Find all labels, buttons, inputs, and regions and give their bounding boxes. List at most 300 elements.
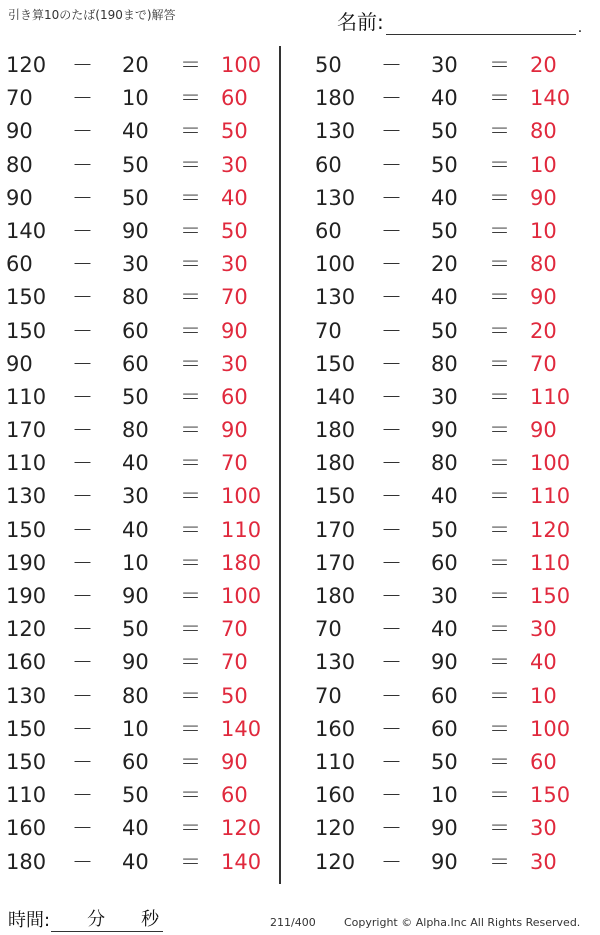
minuend: 140 xyxy=(6,218,47,243)
minuend: 100 xyxy=(315,252,356,277)
minuend: 60 xyxy=(6,252,33,277)
subtrahend: 50 xyxy=(431,318,458,343)
name-dot: . xyxy=(577,20,583,36)
left-problem-column xyxy=(6,49,276,879)
problem-row xyxy=(315,182,585,215)
answer: 70 xyxy=(221,650,248,675)
minus-sign: － xyxy=(381,119,402,144)
minuend: 170 xyxy=(315,517,356,542)
subtrahend: 80 xyxy=(122,418,149,443)
equals-sign: ＝ xyxy=(180,185,201,210)
minuend: 180 xyxy=(315,451,356,476)
subtrahend: 40 xyxy=(431,185,458,210)
minuend: 130 xyxy=(315,650,356,675)
minus-sign: － xyxy=(381,816,402,841)
subtrahend: 50 xyxy=(431,119,458,144)
subtrahend: 40 xyxy=(122,119,149,144)
minuend: 120 xyxy=(315,816,356,841)
answer: 110 xyxy=(530,550,571,575)
equals-sign: ＝ xyxy=(489,584,510,608)
problem-row xyxy=(6,248,276,281)
answer: 90 xyxy=(221,318,248,343)
equals-sign: ＝ xyxy=(489,53,510,77)
answer: 30 xyxy=(530,849,557,874)
minus-sign: － xyxy=(72,53,93,77)
minus-sign: － xyxy=(72,617,93,642)
minus-sign: － xyxy=(72,683,93,708)
subtrahend: 50 xyxy=(431,152,458,177)
minuend: 70 xyxy=(315,617,342,642)
minuend: 160 xyxy=(315,716,356,741)
subtrahend: 10 xyxy=(122,550,149,575)
subtrahend: 50 xyxy=(431,218,458,243)
minuend: 180 xyxy=(315,418,356,443)
copyright-notice: Copyright © Alpha.Inc All Rights Reserved. xyxy=(344,916,581,929)
answer: 150 xyxy=(530,584,571,608)
problem-row xyxy=(6,447,276,480)
subtrahend: 40 xyxy=(122,451,149,476)
equals-sign: ＝ xyxy=(489,749,510,774)
problem-row xyxy=(6,613,276,646)
answer: 90 xyxy=(530,185,557,210)
problem-row xyxy=(6,580,276,613)
equals-sign: ＝ xyxy=(180,384,201,409)
subtrahend: 60 xyxy=(122,749,149,774)
minuend: 90 xyxy=(6,351,33,376)
equals-sign: ＝ xyxy=(180,86,201,111)
answer: 100 xyxy=(221,584,262,608)
subtrahend: 40 xyxy=(122,517,149,542)
subtrahend: 90 xyxy=(122,650,149,675)
answer: 50 xyxy=(221,218,248,243)
minuend: 70 xyxy=(315,683,342,708)
minuend: 160 xyxy=(6,650,47,675)
minus-sign: － xyxy=(381,152,402,177)
equals-sign: ＝ xyxy=(180,783,201,808)
time-line xyxy=(51,909,163,932)
answer: 90 xyxy=(530,418,557,443)
answer: 90 xyxy=(530,285,557,310)
minus-sign: － xyxy=(72,218,93,243)
minus-sign: － xyxy=(72,152,93,177)
minus-sign: － xyxy=(72,584,93,608)
minus-sign: － xyxy=(381,517,402,542)
answer: 10 xyxy=(530,218,557,243)
minus-sign: － xyxy=(381,185,402,210)
minuend: 180 xyxy=(315,584,356,608)
minuend: 160 xyxy=(315,783,356,808)
minus-sign: － xyxy=(381,252,402,277)
subtrahend: 10 xyxy=(431,783,458,808)
answer: 100 xyxy=(221,484,262,509)
equals-sign: ＝ xyxy=(180,517,201,542)
minus-sign: － xyxy=(381,318,402,343)
problem-row xyxy=(315,613,585,646)
problem-row xyxy=(6,480,276,513)
equals-sign: ＝ xyxy=(489,119,510,144)
minus-sign: － xyxy=(72,849,93,874)
equals-sign: ＝ xyxy=(489,152,510,177)
subtrahend: 80 xyxy=(431,451,458,476)
minuend: 190 xyxy=(6,584,47,608)
minuend: 170 xyxy=(315,550,356,575)
minus-sign: － xyxy=(381,285,402,310)
equals-sign: ＝ xyxy=(180,716,201,741)
subtrahend: 60 xyxy=(431,683,458,708)
answer: 50 xyxy=(221,683,248,708)
equals-sign: ＝ xyxy=(180,152,201,177)
equals-sign: ＝ xyxy=(180,119,201,144)
minus-sign: － xyxy=(381,749,402,774)
time-field xyxy=(8,906,163,932)
problem-row xyxy=(315,348,585,381)
answer: 50 xyxy=(221,119,248,144)
equals-sign: ＝ xyxy=(489,849,510,874)
minus-sign: － xyxy=(381,716,402,741)
answer: 180 xyxy=(221,550,262,575)
problem-row xyxy=(6,381,276,414)
minuend: 130 xyxy=(315,285,356,310)
subtrahend: 50 xyxy=(431,749,458,774)
minus-sign: － xyxy=(72,185,93,210)
equals-sign: ＝ xyxy=(489,418,510,443)
minuend: 110 xyxy=(6,451,47,476)
minuend: 130 xyxy=(315,185,356,210)
subtrahend: 60 xyxy=(431,716,458,741)
answer: 60 xyxy=(221,86,248,111)
minus-sign: － xyxy=(72,451,93,476)
subtrahend: 50 xyxy=(122,384,149,409)
answer: 20 xyxy=(530,53,557,77)
equals-sign: ＝ xyxy=(180,650,201,675)
minus-sign: － xyxy=(72,484,93,509)
equals-sign: ＝ xyxy=(489,517,510,542)
seconds-unit: 秒 xyxy=(141,909,160,930)
subtrahend: 50 xyxy=(431,517,458,542)
equals-sign: ＝ xyxy=(489,318,510,343)
subtrahend: 40 xyxy=(431,617,458,642)
minuend: 130 xyxy=(315,119,356,144)
problem-row xyxy=(6,281,276,314)
equals-sign: ＝ xyxy=(180,816,201,841)
minus-sign: － xyxy=(381,351,402,376)
minus-sign: － xyxy=(72,716,93,741)
name-field xyxy=(337,6,582,35)
minuend: 90 xyxy=(6,119,33,144)
problem-row xyxy=(315,480,585,513)
minuend: 140 xyxy=(315,384,356,409)
subtrahend: 60 xyxy=(122,318,149,343)
answer: 60 xyxy=(221,783,248,808)
answer: 90 xyxy=(221,749,248,774)
minus-sign: － xyxy=(381,550,402,575)
minuend: 120 xyxy=(315,849,356,874)
problem-row xyxy=(315,713,585,746)
subtrahend: 10 xyxy=(122,716,149,741)
right-problem-column xyxy=(315,49,585,879)
answer: 60 xyxy=(530,749,557,774)
answer: 90 xyxy=(221,418,248,443)
equals-sign: ＝ xyxy=(489,384,510,409)
answer: 30 xyxy=(221,351,248,376)
answer: 20 xyxy=(530,318,557,343)
subtrahend: 60 xyxy=(122,351,149,376)
problem-row xyxy=(315,680,585,713)
minus-sign: － xyxy=(381,683,402,708)
problem-row xyxy=(6,646,276,679)
minuend: 70 xyxy=(315,318,342,343)
problem-row xyxy=(315,846,585,879)
answer: 40 xyxy=(221,185,248,210)
minus-sign: － xyxy=(72,816,93,841)
equals-sign: ＝ xyxy=(180,584,201,608)
minus-sign: － xyxy=(72,749,93,774)
equals-sign: ＝ xyxy=(489,252,510,277)
subtrahend: 50 xyxy=(122,617,149,642)
answer: 140 xyxy=(221,716,262,741)
equals-sign: ＝ xyxy=(180,749,201,774)
equals-sign: ＝ xyxy=(180,849,201,874)
subtrahend: 90 xyxy=(122,584,149,608)
answer: 150 xyxy=(530,783,571,808)
problem-row xyxy=(315,646,585,679)
answer: 120 xyxy=(530,517,571,542)
subtrahend: 40 xyxy=(122,849,149,874)
equals-sign: ＝ xyxy=(180,351,201,376)
answer: 110 xyxy=(530,484,571,509)
equals-sign: ＝ xyxy=(489,617,510,642)
subtrahend: 40 xyxy=(122,816,149,841)
subtrahend: 30 xyxy=(122,252,149,277)
problem-row xyxy=(6,82,276,115)
problem-row xyxy=(315,580,585,613)
minuend: 110 xyxy=(315,749,356,774)
minus-sign: － xyxy=(72,550,93,575)
problem-row xyxy=(315,514,585,547)
subtrahend: 90 xyxy=(431,418,458,443)
problem-row xyxy=(6,746,276,779)
equals-sign: ＝ xyxy=(489,550,510,575)
minus-sign: － xyxy=(72,517,93,542)
subtrahend: 90 xyxy=(431,816,458,841)
minus-sign: － xyxy=(381,451,402,476)
equals-sign: ＝ xyxy=(180,318,201,343)
equals-sign: ＝ xyxy=(180,683,201,708)
minus-sign: － xyxy=(381,849,402,874)
time-label: 時間: xyxy=(8,910,51,931)
equals-sign: ＝ xyxy=(489,716,510,741)
minuend: 150 xyxy=(315,484,356,509)
equals-sign: ＝ xyxy=(489,218,510,243)
minuend: 190 xyxy=(6,550,47,575)
problem-row xyxy=(6,115,276,148)
minus-sign: － xyxy=(72,252,93,277)
subtrahend: 50 xyxy=(122,152,149,177)
equals-sign: ＝ xyxy=(180,451,201,476)
problem-row xyxy=(6,713,276,746)
answer: 30 xyxy=(221,152,248,177)
minuend: 180 xyxy=(315,86,356,111)
problem-row xyxy=(6,215,276,248)
minuend: 150 xyxy=(315,351,356,376)
page-number: 211/400 xyxy=(270,916,316,929)
name-line xyxy=(386,14,576,35)
equals-sign: ＝ xyxy=(489,86,510,111)
minus-sign: － xyxy=(381,617,402,642)
problem-row xyxy=(315,779,585,812)
problem-row xyxy=(6,846,276,879)
minuend: 60 xyxy=(315,152,342,177)
subtrahend: 80 xyxy=(431,351,458,376)
equals-sign: ＝ xyxy=(180,617,201,642)
subtrahend: 30 xyxy=(431,384,458,409)
subtrahend: 10 xyxy=(122,86,149,111)
minuend: 80 xyxy=(6,152,33,177)
answer: 30 xyxy=(530,617,557,642)
column-divider xyxy=(279,46,281,884)
problem-row xyxy=(315,248,585,281)
minuend: 180 xyxy=(6,849,47,874)
equals-sign: ＝ xyxy=(180,418,201,443)
equals-sign: ＝ xyxy=(489,451,510,476)
minuend: 150 xyxy=(6,749,47,774)
minuend: 70 xyxy=(6,86,33,111)
minus-sign: － xyxy=(72,351,93,376)
problem-row xyxy=(6,149,276,182)
subtrahend: 80 xyxy=(122,683,149,708)
minus-sign: － xyxy=(381,584,402,608)
subtrahend: 80 xyxy=(122,285,149,310)
minuend: 150 xyxy=(6,318,47,343)
minuend: 110 xyxy=(6,384,47,409)
minus-sign: － xyxy=(72,418,93,443)
subtrahend: 20 xyxy=(431,252,458,277)
equals-sign: ＝ xyxy=(180,484,201,509)
equals-sign: ＝ xyxy=(489,351,510,376)
problem-row xyxy=(6,680,276,713)
subtrahend: 40 xyxy=(431,285,458,310)
subtrahend: 90 xyxy=(431,650,458,675)
minus-sign: － xyxy=(72,285,93,310)
subtrahend: 90 xyxy=(122,218,149,243)
equals-sign: ＝ xyxy=(489,816,510,841)
answer: 120 xyxy=(221,816,262,841)
problem-row xyxy=(315,547,585,580)
worksheet-title: 引き算10のたば(190まで)解答 xyxy=(8,8,176,22)
minuend: 130 xyxy=(6,683,47,708)
problem-row xyxy=(315,381,585,414)
answer: 60 xyxy=(221,384,248,409)
problem-row xyxy=(315,49,585,82)
answer: 140 xyxy=(530,86,571,111)
equals-sign: ＝ xyxy=(180,252,201,277)
answer: 30 xyxy=(221,252,248,277)
equals-sign: ＝ xyxy=(489,285,510,310)
minuend: 160 xyxy=(6,816,47,841)
answer: 70 xyxy=(221,617,248,642)
problem-row xyxy=(315,149,585,182)
answer: 10 xyxy=(530,152,557,177)
minuend: 150 xyxy=(6,285,47,310)
equals-sign: ＝ xyxy=(489,650,510,675)
problem-row xyxy=(315,812,585,845)
minus-sign: － xyxy=(72,119,93,144)
problem-row xyxy=(6,414,276,447)
answer: 80 xyxy=(530,119,557,144)
answer: 80 xyxy=(530,252,557,277)
minus-sign: － xyxy=(381,484,402,509)
equals-sign: ＝ xyxy=(180,285,201,310)
equals-sign: ＝ xyxy=(489,783,510,808)
minus-sign: － xyxy=(72,86,93,111)
minus-sign: － xyxy=(381,783,402,808)
subtrahend: 30 xyxy=(431,53,458,77)
minuend: 120 xyxy=(6,53,47,77)
problem-row xyxy=(315,82,585,115)
minus-sign: － xyxy=(381,650,402,675)
equals-sign: ＝ xyxy=(489,185,510,210)
minuend: 170 xyxy=(6,418,47,443)
subtrahend: 90 xyxy=(431,849,458,874)
answer: 30 xyxy=(530,816,557,841)
problem-row xyxy=(315,115,585,148)
minuend: 90 xyxy=(6,185,33,210)
minuend: 60 xyxy=(315,218,342,243)
answer: 100 xyxy=(530,716,571,741)
subtrahend: 40 xyxy=(431,86,458,111)
problem-row xyxy=(6,49,276,82)
problem-row xyxy=(6,315,276,348)
minuend: 150 xyxy=(6,517,47,542)
subtrahend: 30 xyxy=(431,584,458,608)
minus-sign: － xyxy=(381,418,402,443)
subtrahend: 60 xyxy=(431,550,458,575)
minutes-unit: 分 xyxy=(87,909,106,930)
minus-sign: － xyxy=(72,650,93,675)
answer: 110 xyxy=(530,384,571,409)
problem-row xyxy=(315,746,585,779)
answer: 10 xyxy=(530,683,557,708)
problem-row xyxy=(6,182,276,215)
problem-row xyxy=(6,779,276,812)
minuend: 110 xyxy=(6,783,47,808)
minus-sign: － xyxy=(381,218,402,243)
equals-sign: ＝ xyxy=(489,484,510,509)
problem-row xyxy=(315,414,585,447)
answer: 110 xyxy=(221,517,262,542)
name-label: 名前: xyxy=(337,10,384,34)
answer: 140 xyxy=(221,849,262,874)
minus-sign: － xyxy=(381,384,402,409)
minuend: 120 xyxy=(6,617,47,642)
subtrahend: 50 xyxy=(122,783,149,808)
minus-sign: － xyxy=(72,384,93,409)
problem-row xyxy=(6,547,276,580)
problem-row xyxy=(315,215,585,248)
minuend: 50 xyxy=(315,53,342,77)
minus-sign: － xyxy=(72,318,93,343)
equals-sign: ＝ xyxy=(180,218,201,243)
equals-sign: ＝ xyxy=(180,53,201,77)
subtrahend: 50 xyxy=(122,185,149,210)
equals-sign: ＝ xyxy=(180,550,201,575)
minus-sign: － xyxy=(381,53,402,77)
minuend: 150 xyxy=(6,716,47,741)
problem-row xyxy=(6,812,276,845)
equals-sign: ＝ xyxy=(489,683,510,708)
minus-sign: － xyxy=(72,783,93,808)
problem-row xyxy=(315,315,585,348)
